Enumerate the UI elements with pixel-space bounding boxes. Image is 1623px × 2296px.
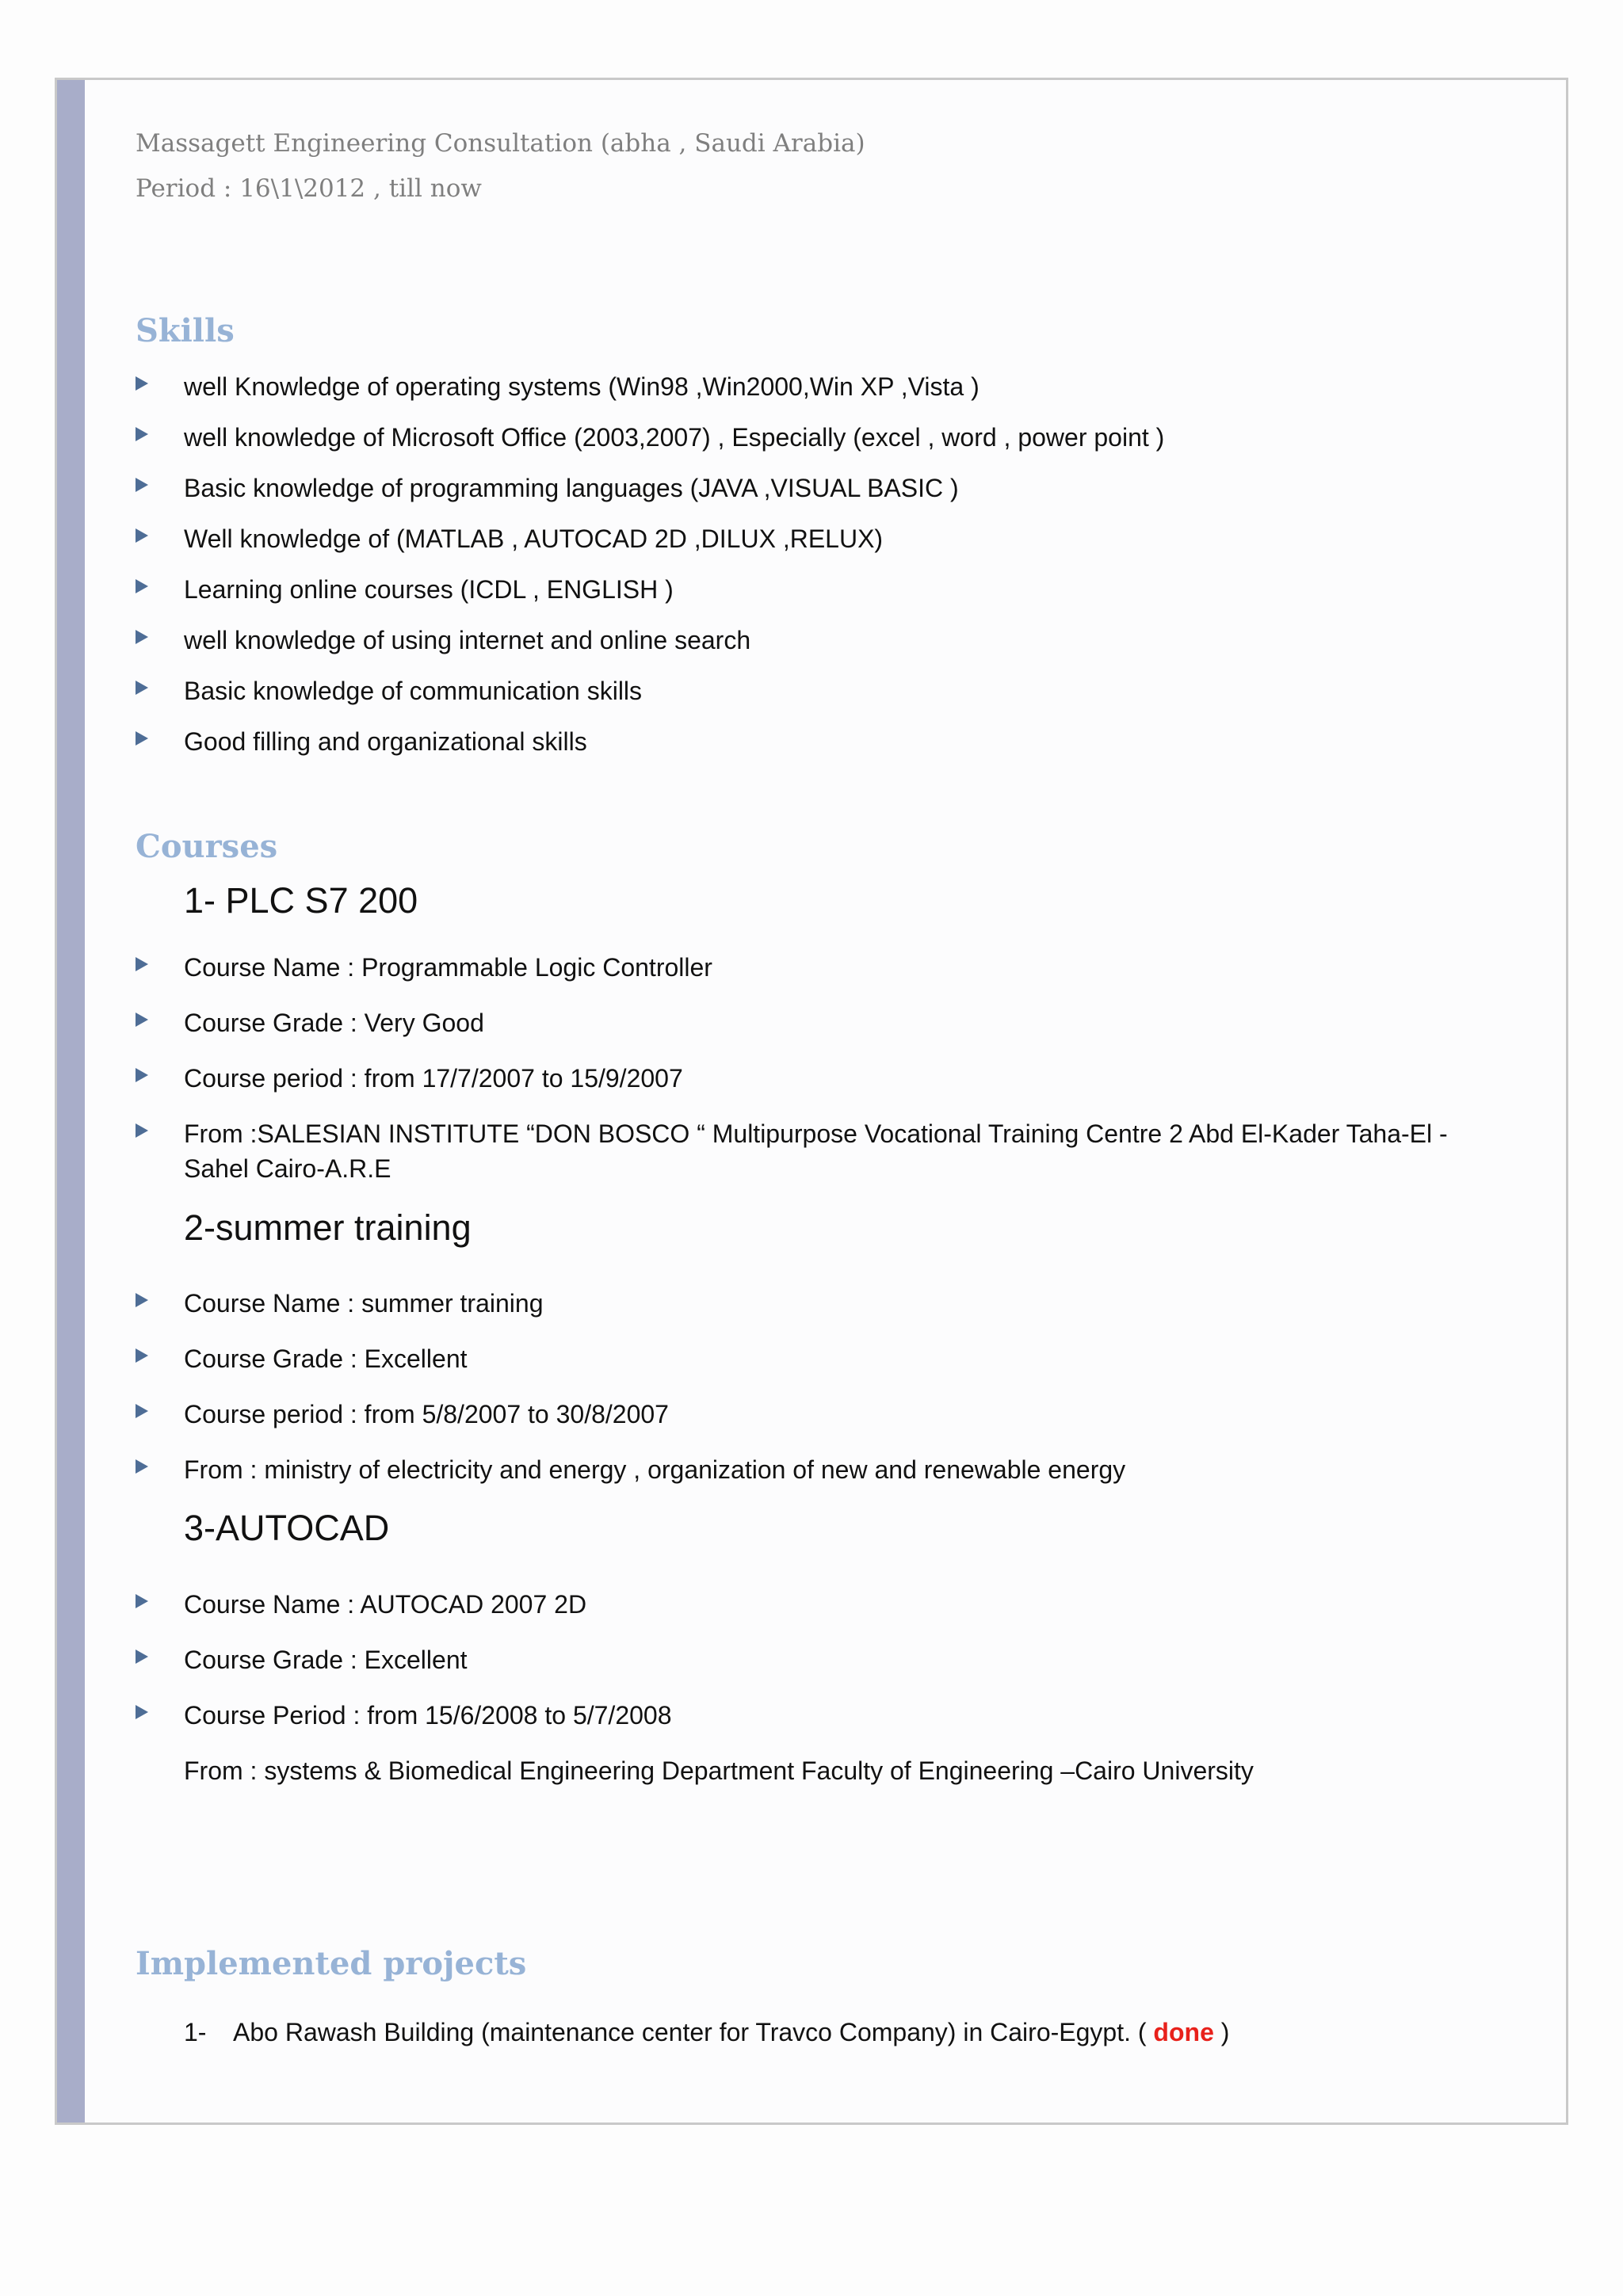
bullet-arrow-icon	[136, 427, 148, 441]
bullet-arrow-icon	[136, 579, 148, 593]
course-item	[136, 1397, 1578, 1432]
course-item	[136, 950, 1578, 985]
skill-text: Basic knowledge of programming languages (JAVA ,VISUAL BASIC )	[184, 474, 959, 502]
skill-text: Learning online courses (ICDL , ENGLISH )	[184, 575, 674, 604]
skill-text: Well knowledge of (MATLAB , AUTOCAD 2D ,DILUX ,RELUX)	[184, 524, 884, 553]
course-item-text: Course Grade : Very Good	[184, 1009, 484, 1037]
project-status: done	[1153, 2018, 1214, 2046]
course-item	[136, 1587, 1578, 1622]
bullet-arrow-icon	[136, 1650, 148, 1664]
course-item-text: From : ministry of electricity and energy , organization of new and renewable energy	[184, 1455, 1126, 1484]
course-item	[136, 1005, 1578, 1040]
bullet-arrow-icon	[136, 1459, 148, 1474]
bullet-arrow-icon	[136, 1293, 148, 1307]
skill-item	[136, 673, 1578, 708]
bullet-arrow-icon	[136, 478, 148, 492]
project-item	[184, 2015, 1229, 2050]
project-text: Abo Rawash Building (maintenance center for Travco Company) in Cairo-Egypt. (	[233, 2018, 1154, 2046]
bullet-arrow-icon	[136, 1348, 148, 1363]
bullet-arrow-icon	[136, 1594, 148, 1608]
course-item-text: Course Name : summer training	[184, 1289, 544, 1318]
bullet-arrow-icon	[136, 957, 148, 971]
skill-item	[136, 724, 1578, 759]
skill-item	[136, 521, 1578, 556]
bullet-arrow-icon	[136, 731, 148, 746]
course-item-text: Course Grade : Excellent	[184, 1344, 468, 1373]
course-item-text: Course Name : Programmable Logic Controller	[184, 953, 712, 982]
skill-text: Good filling and organizational skills	[184, 727, 587, 756]
skills-heading: Skills	[136, 312, 235, 349]
course-item-text: Course period : from 17/7/2007 to 15/9/2007	[184, 1064, 683, 1093]
course-item-text: Course period : from 5/8/2007 to 30/8/2007	[184, 1400, 669, 1428]
course-item	[136, 1698, 1578, 1733]
course-item-text: Course Period : from 15/6/2008 to 5/7/2008	[184, 1701, 672, 1730]
skill-text: well knowledge of Microsoft Office (2003,2007) , Especially (excel , word , power point )	[184, 423, 1165, 452]
course-item-text: Course Grade : Excellent	[184, 1646, 468, 1674]
skill-text: well knowledge of using internet and online search	[184, 626, 751, 654]
course-item	[136, 1642, 1578, 1677]
skill-item	[136, 420, 1578, 455]
course-item	[136, 1061, 1578, 1096]
experience-company: Massagett Engineering Consultation (abha , Saudi Arabia)	[136, 129, 865, 158]
bullet-arrow-icon	[136, 630, 148, 644]
experience-period: Period : 16\1\2012 , till now	[136, 174, 482, 203]
bullet-arrow-icon	[136, 528, 148, 543]
project-number: 1-	[184, 2018, 207, 2046]
course-title: 1- PLC S7 200	[184, 880, 418, 921]
bullet-arrow-icon	[136, 376, 148, 391]
project-close: )	[1213, 2018, 1230, 2046]
course-item	[136, 1452, 1578, 1487]
course-title: 3-AUTOCAD	[184, 1508, 390, 1548]
side-accent-bar	[57, 80, 85, 2122]
bullet-arrow-icon	[136, 1068, 148, 1082]
skill-item	[136, 623, 1578, 658]
skill-item	[136, 471, 1578, 505]
skill-item	[136, 572, 1578, 607]
bullet-arrow-icon	[136, 681, 148, 695]
course-item	[136, 1286, 1578, 1321]
bullet-arrow-icon	[136, 1404, 148, 1418]
course-note: From : systems & Biomedical Engineering Department Faculty of Engineering –Cairo University	[184, 1756, 1254, 1785]
bullet-arrow-icon	[136, 1013, 148, 1027]
bullet-arrow-icon	[136, 1705, 148, 1719]
courses-heading: Courses	[136, 828, 278, 865]
course-title: 2-summer training	[184, 1207, 472, 1248]
projects-heading: Implemented projects	[136, 1945, 527, 1982]
course-item-text: From :SALESIAN INSTITUTE “DON BOSCO “ Multipurpose Vocational Training Centre 2 Abd El-Kader Taha-El -Sahel Cairo-A.R.E	[184, 1119, 1448, 1183]
course-item	[136, 1116, 1578, 1188]
course-item	[136, 1341, 1578, 1376]
skill-item	[136, 369, 1578, 404]
course-item-text: Course Name : AUTOCAD 2007 2D	[184, 1590, 587, 1619]
skill-text: Basic knowledge of communication skills	[184, 677, 643, 705]
skill-text: well Knowledge of operating systems (Win98 ,Win2000,Win XP ,Vista )	[184, 372, 980, 401]
bullet-arrow-icon	[136, 1123, 148, 1138]
page-frame	[55, 78, 1568, 2125]
